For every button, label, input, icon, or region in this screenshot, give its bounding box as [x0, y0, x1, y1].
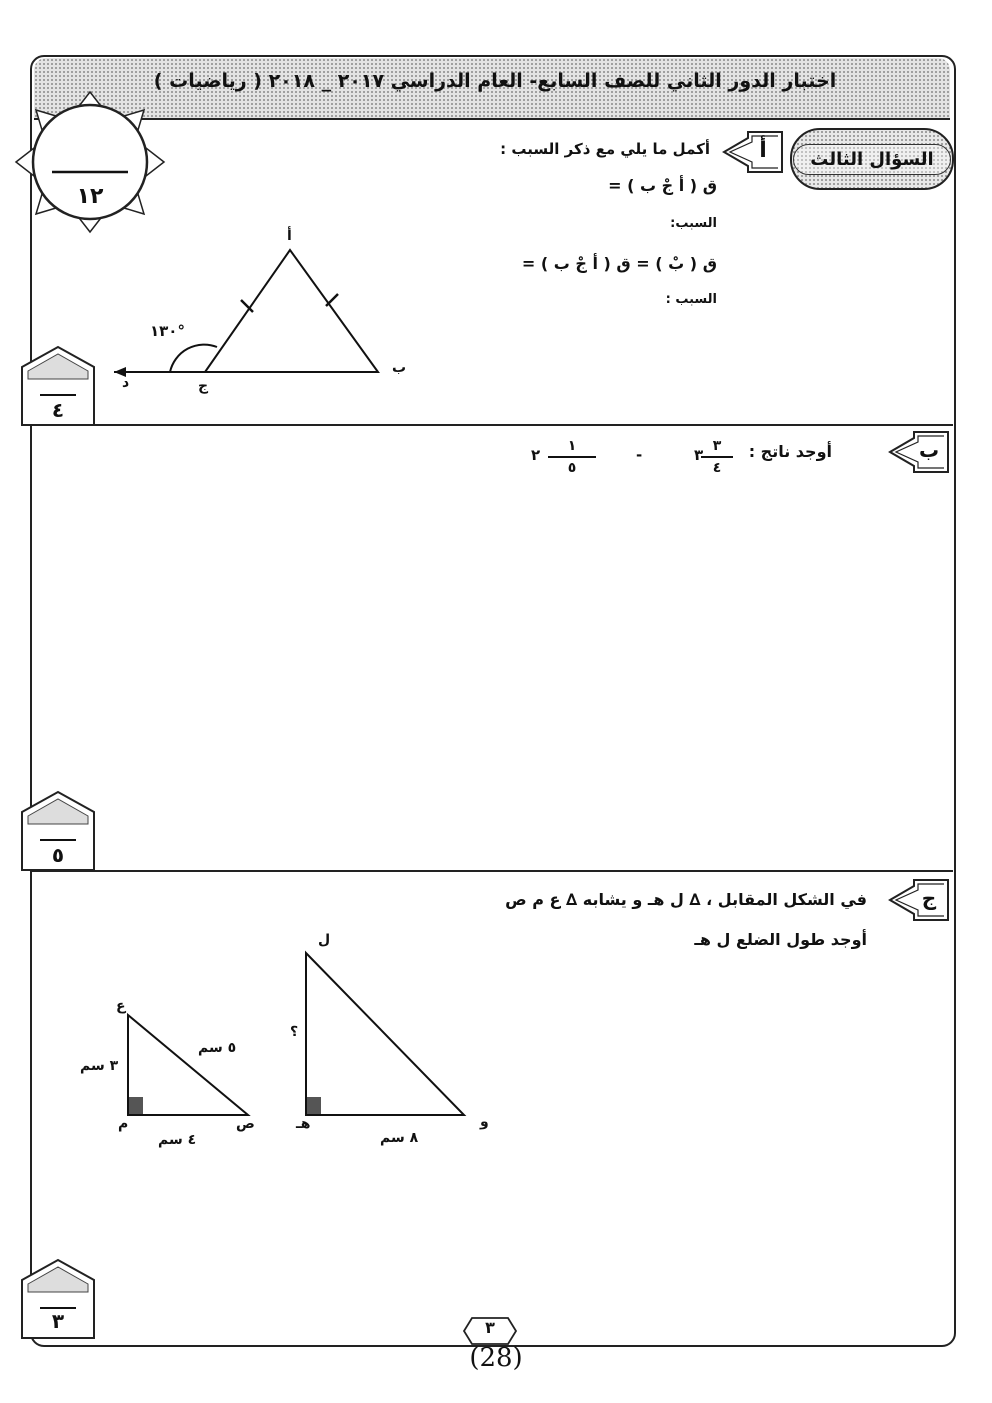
- term2-whole: ٢: [531, 446, 541, 464]
- part-a-reason1: السبب:: [670, 216, 717, 231]
- part-c-line2: أوجد طول الضلع ل هـ: [694, 930, 867, 949]
- footer-page-index: (28): [469, 1343, 523, 1373]
- large-triangle: [298, 945, 473, 1120]
- term2-denominator: ٥: [567, 460, 577, 476]
- question-title-box: [790, 128, 954, 190]
- part-a-label: أ: [759, 138, 767, 163]
- minus-operator: -: [636, 446, 643, 464]
- large-side-vertical: ؟: [290, 1024, 299, 1040]
- term2-numerator: ١: [567, 438, 577, 454]
- equal-side-tick: [326, 294, 338, 306]
- small-side-hyp: ٥ سم: [198, 1040, 237, 1056]
- vertex-d: د: [122, 375, 130, 391]
- part-a-reason2: السبب :: [665, 292, 717, 307]
- part-c-line1: في الشكل المقابل ، ∆ ل هـ و يشابه ∆ ع م ص: [505, 890, 867, 909]
- part-b-mark: ٥: [51, 843, 65, 867]
- exam-title: اختبار الدور الثاني للصف السابع- العام الدراسي ٢٠١٧ _ ٢٠١٨ ( رياضيات ): [153, 70, 837, 92]
- part-a-instruction: أكمل ما يلي مع ذكر السبب :: [500, 140, 710, 158]
- divider: [31, 870, 953, 872]
- term1-fraction: [701, 438, 733, 476]
- term2-fraction: [548, 438, 596, 476]
- small-vertex-right: ص: [236, 1116, 255, 1132]
- right-angle-marker: [129, 1097, 143, 1114]
- vertex-b: ب: [392, 360, 407, 376]
- large-vertex-corner: هـ: [296, 1116, 311, 1132]
- small-triangle: [120, 1005, 260, 1120]
- large-side-base: ٨ سم: [380, 1130, 419, 1146]
- term1-denominator: ٤: [712, 460, 722, 476]
- large-vertex-right: و: [480, 1114, 489, 1130]
- small-side-vertical: ٣ سم: [80, 1058, 119, 1074]
- part-c-mark: ٣: [51, 1309, 65, 1333]
- part-a-mark: ٤: [51, 398, 65, 422]
- small-vertex-top: ع: [116, 998, 126, 1014]
- term1-numerator: ٣: [712, 438, 722, 454]
- part-b-instruction: أوجد ناتج :: [748, 442, 832, 461]
- right-angle-marker: [307, 1097, 321, 1114]
- divider: [31, 424, 953, 426]
- vertex-a: أ: [287, 228, 292, 244]
- exterior-angle-arc: [170, 345, 217, 372]
- total-mark: ١٢: [76, 184, 104, 209]
- question-title: السؤال الثالث: [793, 144, 950, 175]
- triangle-figure-a: [100, 230, 410, 400]
- small-side-base: ٤ سم: [158, 1132, 197, 1148]
- part-b-label: ب: [918, 438, 940, 462]
- part-a-line1: ق ( أ جْ ب ) =: [608, 176, 717, 195]
- part-c-label: ج: [921, 886, 937, 910]
- small-vertex-corner: م: [118, 1116, 129, 1132]
- part-a-line2: ق ( بْ ) = ق ( أ جْ ب ) =: [521, 254, 717, 273]
- angle-label: ١٣٠°: [150, 322, 185, 340]
- term1-whole: ٣: [694, 446, 704, 464]
- total-mark-badge: [12, 88, 168, 236]
- large-vertex-top: ل: [318, 932, 331, 948]
- page-number: ٣: [485, 1318, 495, 1337]
- vertex-j: ج: [198, 378, 209, 394]
